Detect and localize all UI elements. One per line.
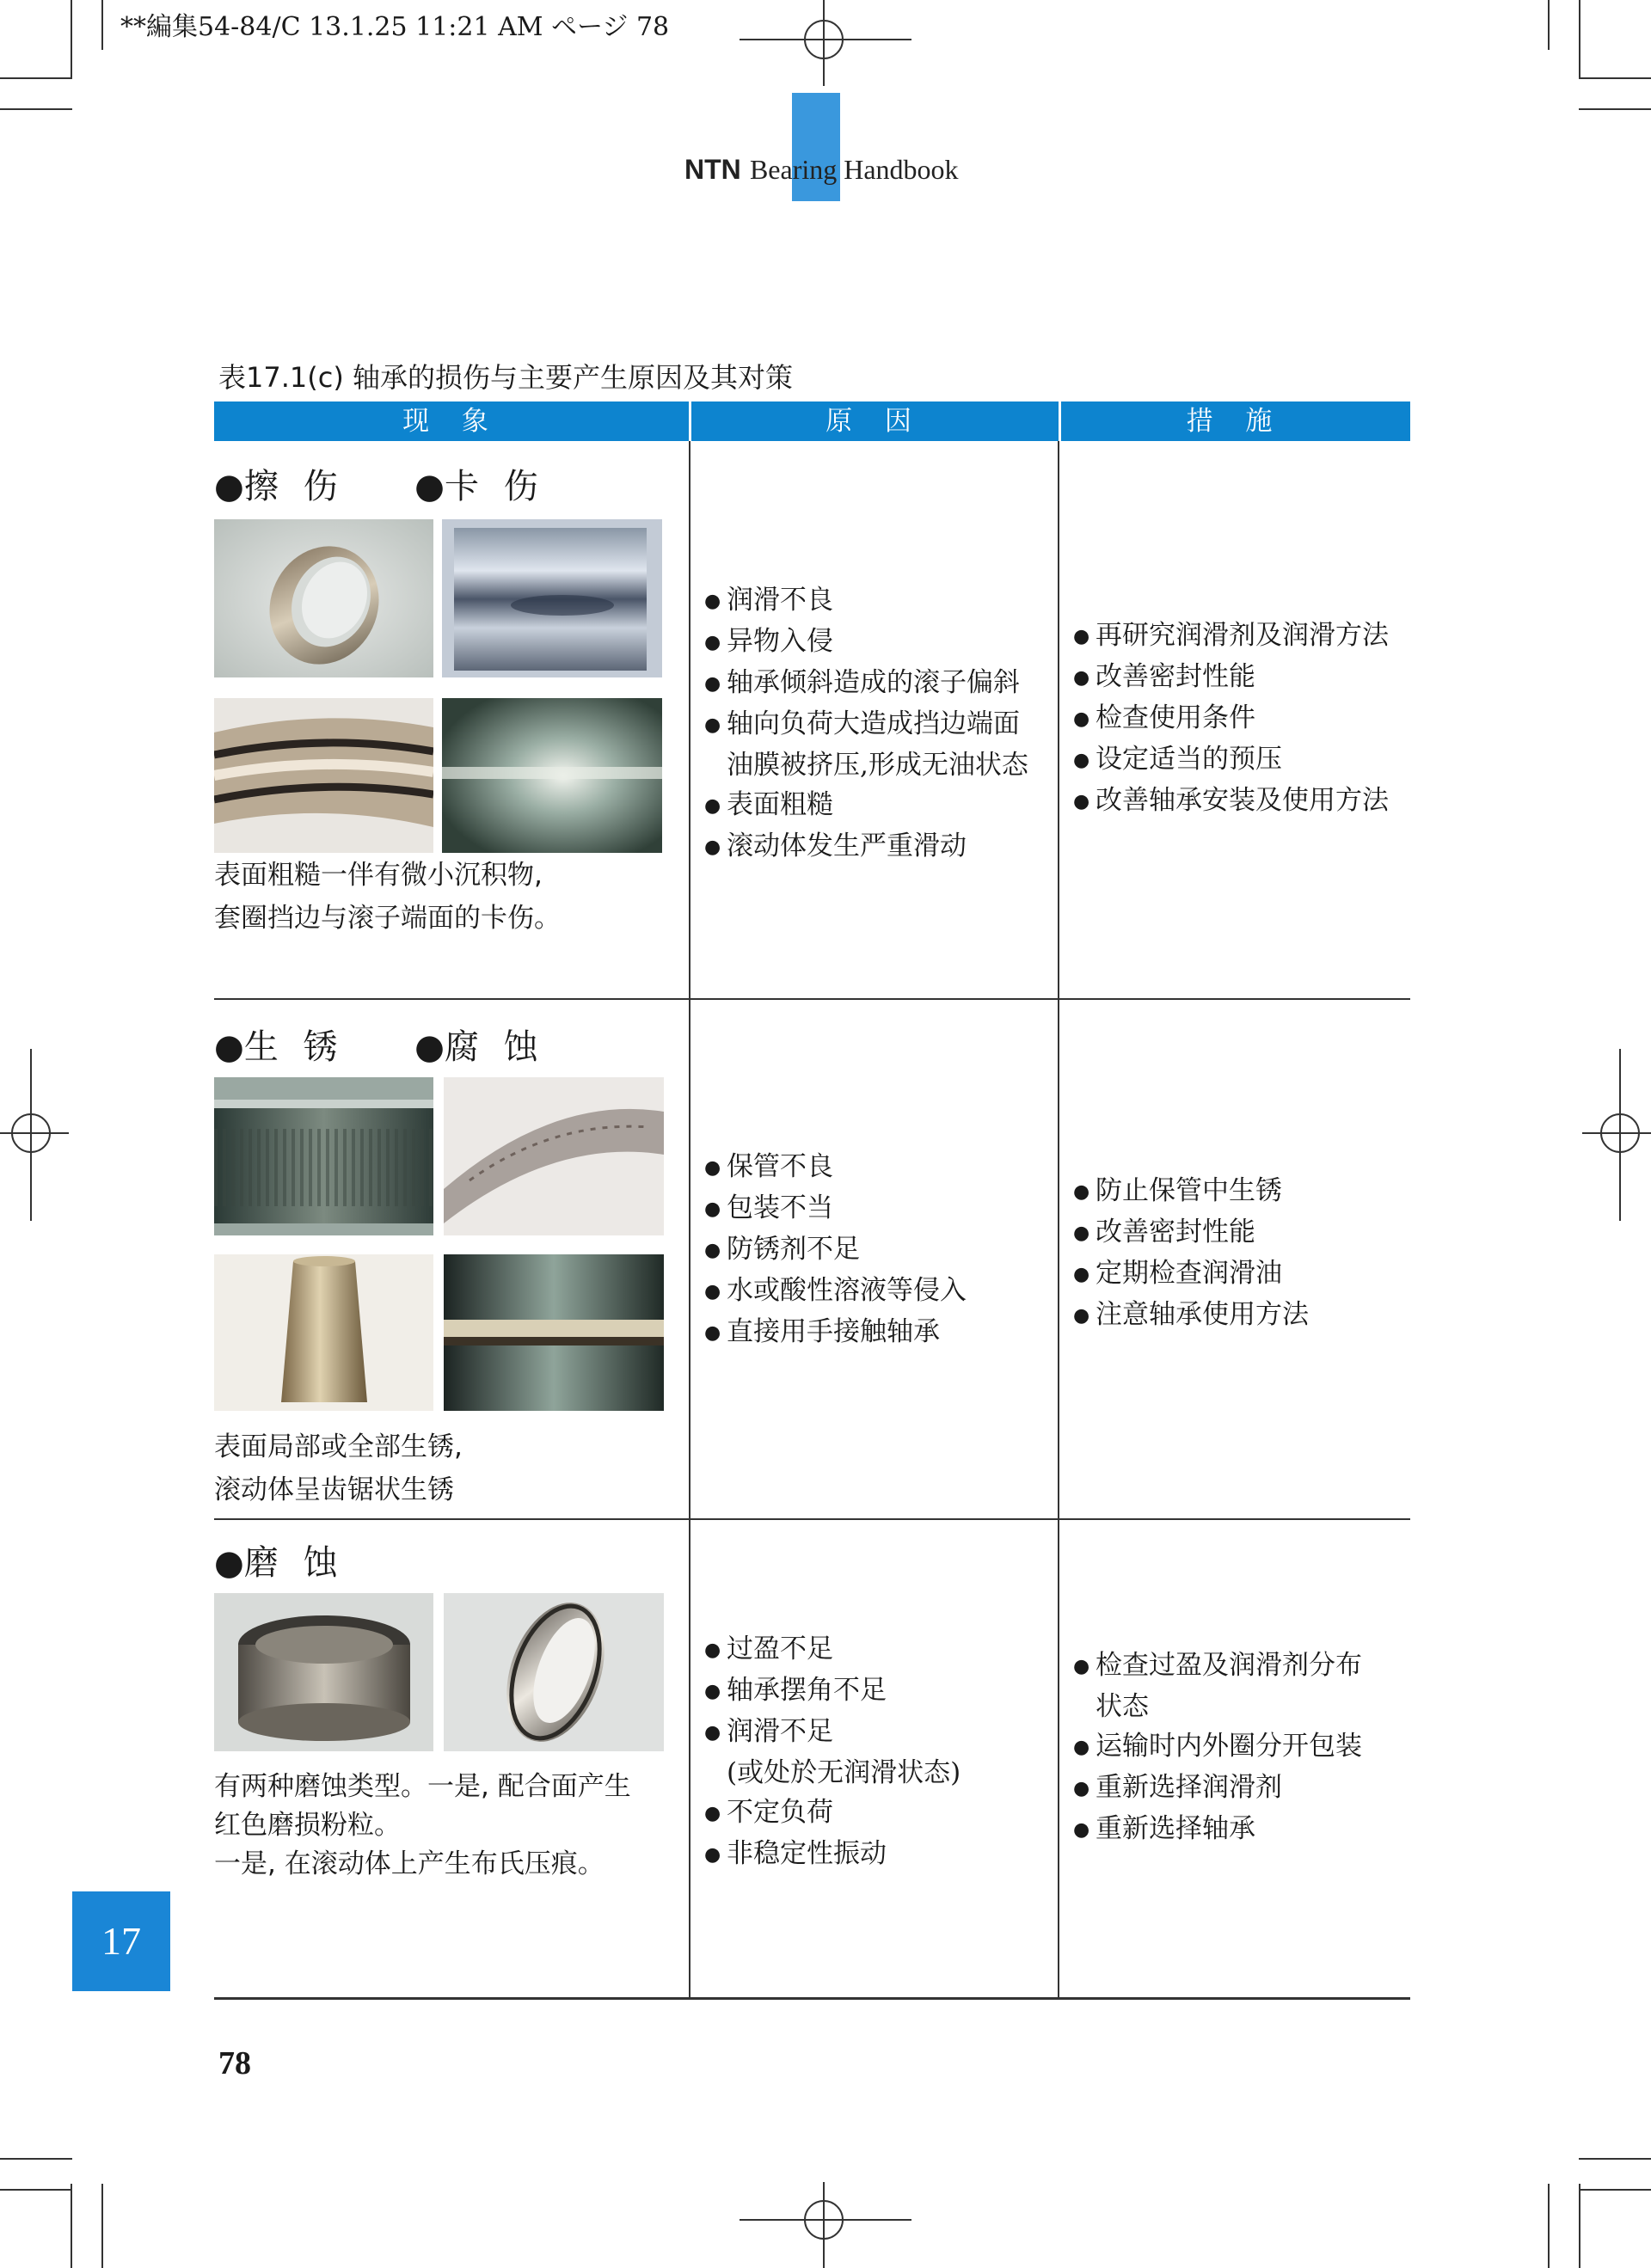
phenomenon-name: 生 锈 bbox=[243, 1027, 345, 1067]
bullet-icon: ● bbox=[1073, 750, 1090, 771]
bullet-icon: ● bbox=[1073, 1223, 1090, 1244]
bullet-icon: ● bbox=[704, 632, 721, 653]
description-line: 有两种磨蚀类型。一是, 配合面产生 bbox=[214, 1771, 631, 1802]
causes-list bbox=[704, 1629, 961, 1875]
cause-item: ● 保管不良 bbox=[704, 1147, 967, 1188]
table-bottom-rule bbox=[214, 1997, 1410, 2000]
header-divider bbox=[689, 401, 691, 441]
phenomenon-description bbox=[214, 854, 561, 940]
measure-item: ● 改善密封性能 bbox=[1073, 1212, 1309, 1254]
bullet-icon: ● bbox=[704, 1844, 721, 1866]
description-line: 红色磨损粉粒。 bbox=[214, 1810, 401, 1841]
measure-item: ● 设定适当的预压 bbox=[1073, 739, 1389, 781]
causes-list bbox=[704, 580, 1028, 867]
cause-item: ● 水或酸性溶液等侵入 bbox=[704, 1271, 967, 1312]
bullet-icon: ● bbox=[704, 837, 721, 858]
roller-scuffing-photo bbox=[442, 519, 662, 677]
description-line: 滚动体呈齿锯状生锈 bbox=[214, 1474, 454, 1505]
corroded-ring-closeup-photo bbox=[444, 1254, 664, 1411]
bullet-icon: ● bbox=[704, 1281, 721, 1303]
fretted-outer-ring-photo bbox=[214, 1593, 433, 1751]
cause-item: ● 滚动体发生严重滑动 bbox=[704, 826, 1028, 867]
cause-item: ● 表面粗糙 bbox=[704, 785, 1028, 826]
bullet-icon: ● bbox=[1073, 1656, 1090, 1677]
cause-item: ● 润滑不足 bbox=[704, 1712, 961, 1753]
cause-item: ● 不定负荷 bbox=[704, 1793, 961, 1834]
cause-item: ● 轴承摆角不足 bbox=[704, 1670, 961, 1712]
column-divider bbox=[1058, 441, 1059, 1999]
measure-item: ● 改善轴承安装及使用方法 bbox=[1073, 781, 1389, 822]
row-divider bbox=[214, 1518, 1410, 1520]
measure-item-continuation: 状态 bbox=[1096, 1691, 1149, 1722]
cause-item-continuation: 油膜被挤压,形成无油状态 bbox=[727, 750, 1028, 781]
phenomenon-description bbox=[214, 1768, 631, 1884]
causes-list bbox=[704, 1147, 967, 1353]
phenomenon-title bbox=[214, 1535, 345, 1585]
description-line: 表面局部或全部生锈, bbox=[214, 1431, 463, 1462]
phenomenon-name: 卡 伤 bbox=[444, 467, 545, 506]
table-header bbox=[214, 401, 1410, 441]
bullet-icon: ● bbox=[704, 1322, 721, 1344]
bullet-icon: ● bbox=[1073, 1264, 1090, 1285]
bullet-icon: ● bbox=[704, 795, 721, 817]
bullet-icon: ● bbox=[704, 1157, 721, 1179]
corroded-raceway-photo bbox=[444, 1077, 664, 1235]
cause-item: ● 轴承倾斜造成的滚子偏斜 bbox=[704, 663, 1028, 704]
cause-item: ● 非稳定性振动 bbox=[704, 1834, 961, 1875]
running-header bbox=[684, 153, 959, 186]
cause-item: ● 异物入侵 bbox=[704, 622, 1028, 663]
cause-item: ● 轴向负荷大造成挡边端面 bbox=[704, 704, 1028, 745]
bullet-icon: ● bbox=[704, 1240, 721, 1261]
measure-item: ● 再研究润滑剂及润滑方法 bbox=[1073, 616, 1389, 657]
bullet-icon: ● bbox=[1073, 1778, 1090, 1799]
table-caption: 表17.1(c) 轴承的损伤与主要产生原因及其对策 bbox=[218, 361, 793, 394]
description-line: 一是, 在滚动体上产生布氏压痕。 bbox=[214, 1848, 605, 1879]
bullet-icon: ● bbox=[1073, 667, 1090, 689]
rusted-roller-photo bbox=[214, 1254, 433, 1411]
description-line: 表面粗糙一伴有微小沉积物, bbox=[214, 860, 543, 891]
bullet-icon: ● bbox=[704, 673, 721, 695]
registration-mark-top bbox=[740, 0, 911, 86]
bullet-icon: ● bbox=[1073, 1305, 1090, 1327]
column-header-measure: 措 施 bbox=[1186, 406, 1285, 437]
cause-item: ● 润滑不良 bbox=[704, 580, 1028, 622]
bullet-icon: ● bbox=[704, 714, 721, 736]
registration-mark-right bbox=[1582, 1049, 1651, 1221]
measure-item: ● 运输时内外圈分开包装 bbox=[1073, 1726, 1362, 1768]
rusted-ring-photo bbox=[214, 1077, 433, 1235]
measures-list bbox=[1073, 1171, 1309, 1336]
brand-name: NTN bbox=[684, 154, 741, 185]
phenomenon-description bbox=[214, 1425, 463, 1511]
bullet-icon: ● bbox=[704, 1722, 721, 1744]
page-number: 78 bbox=[218, 2045, 251, 2081]
print-file-info: **編集54-84/C 13.1.25 11:21 AM ページ 78 bbox=[120, 12, 670, 42]
bullet-icon: ● bbox=[704, 1681, 721, 1702]
bullet-icon: ● bbox=[1073, 708, 1090, 730]
fretted-inner-ring-photo bbox=[444, 1593, 664, 1751]
bullet-icon: ● bbox=[1073, 1737, 1090, 1758]
cause-item-continuation: (或处於无润滑状态) bbox=[727, 1757, 961, 1788]
measure-item: ● 检查使用条件 bbox=[1073, 698, 1389, 739]
description-line: 套圈挡边与滚子端面的卡伤。 bbox=[214, 903, 561, 934]
measure-item: ● 改善密封性能 bbox=[1073, 657, 1389, 698]
raceway-scuffing-photo bbox=[214, 698, 433, 853]
bullet-icon: ● bbox=[704, 1640, 721, 1661]
bullet-icon: ● bbox=[704, 591, 721, 612]
cause-item: ● 包装不当 bbox=[704, 1188, 967, 1229]
measure-item: ● 重新选择轴承 bbox=[1073, 1809, 1362, 1850]
bullet-icon: ● bbox=[214, 1543, 244, 1583]
measure-item: ● 检查过盈及润滑剂分布 bbox=[1073, 1646, 1362, 1687]
phenomenon-name: 磨 蚀 bbox=[243, 1543, 345, 1583]
bullet-icon: ● bbox=[1073, 1181, 1090, 1203]
phenomenon-title bbox=[214, 459, 545, 508]
cause-item: ● 防锈剂不足 bbox=[704, 1229, 967, 1271]
measure-item: ● 重新选择润滑剂 bbox=[1073, 1768, 1362, 1809]
header-divider bbox=[1059, 401, 1061, 441]
cause-item: ● 直接用手接触轴承 bbox=[704, 1312, 967, 1353]
column-header-cause: 原 因 bbox=[826, 406, 924, 437]
row-divider bbox=[214, 998, 1410, 1000]
registration-mark-bottom bbox=[740, 2182, 911, 2268]
measure-item: ● 注意轴承使用方法 bbox=[1073, 1295, 1309, 1336]
cause-item: ● 过盈不足 bbox=[704, 1629, 961, 1670]
measure-item: ● 防止保管中生锈 bbox=[1073, 1171, 1309, 1212]
bullet-icon: ● bbox=[704, 1803, 721, 1824]
bearing-ring-scuffing-photo bbox=[214, 519, 433, 677]
bullet-icon: ● bbox=[414, 467, 445, 506]
column-divider bbox=[689, 441, 690, 1999]
chapter-tab: 17 bbox=[72, 1891, 170, 1991]
handbook-subtitle: Bearing Handbook bbox=[749, 154, 959, 185]
measure-item: ● 定期检查润滑油 bbox=[1073, 1254, 1309, 1295]
measures-list bbox=[1073, 616, 1389, 822]
bullet-icon: ● bbox=[1073, 1819, 1090, 1841]
bullet-icon: ● bbox=[214, 467, 244, 506]
measures-list bbox=[1073, 1646, 1362, 1850]
bullet-icon: ● bbox=[704, 1198, 721, 1220]
registration-mark-left bbox=[0, 1049, 69, 1221]
phenomenon-name: 擦 伤 bbox=[243, 467, 345, 506]
phenomenon-name: 腐 蚀 bbox=[444, 1027, 545, 1067]
column-header-phenomenon: 现 象 bbox=[402, 406, 500, 437]
bullet-icon: ● bbox=[414, 1027, 445, 1067]
bullet-icon: ● bbox=[1073, 626, 1090, 647]
bullet-icon: ● bbox=[1073, 791, 1090, 812]
smearing-closeup-photo bbox=[442, 698, 662, 853]
phenomenon-title bbox=[214, 1020, 545, 1069]
bullet-icon: ● bbox=[214, 1027, 244, 1067]
